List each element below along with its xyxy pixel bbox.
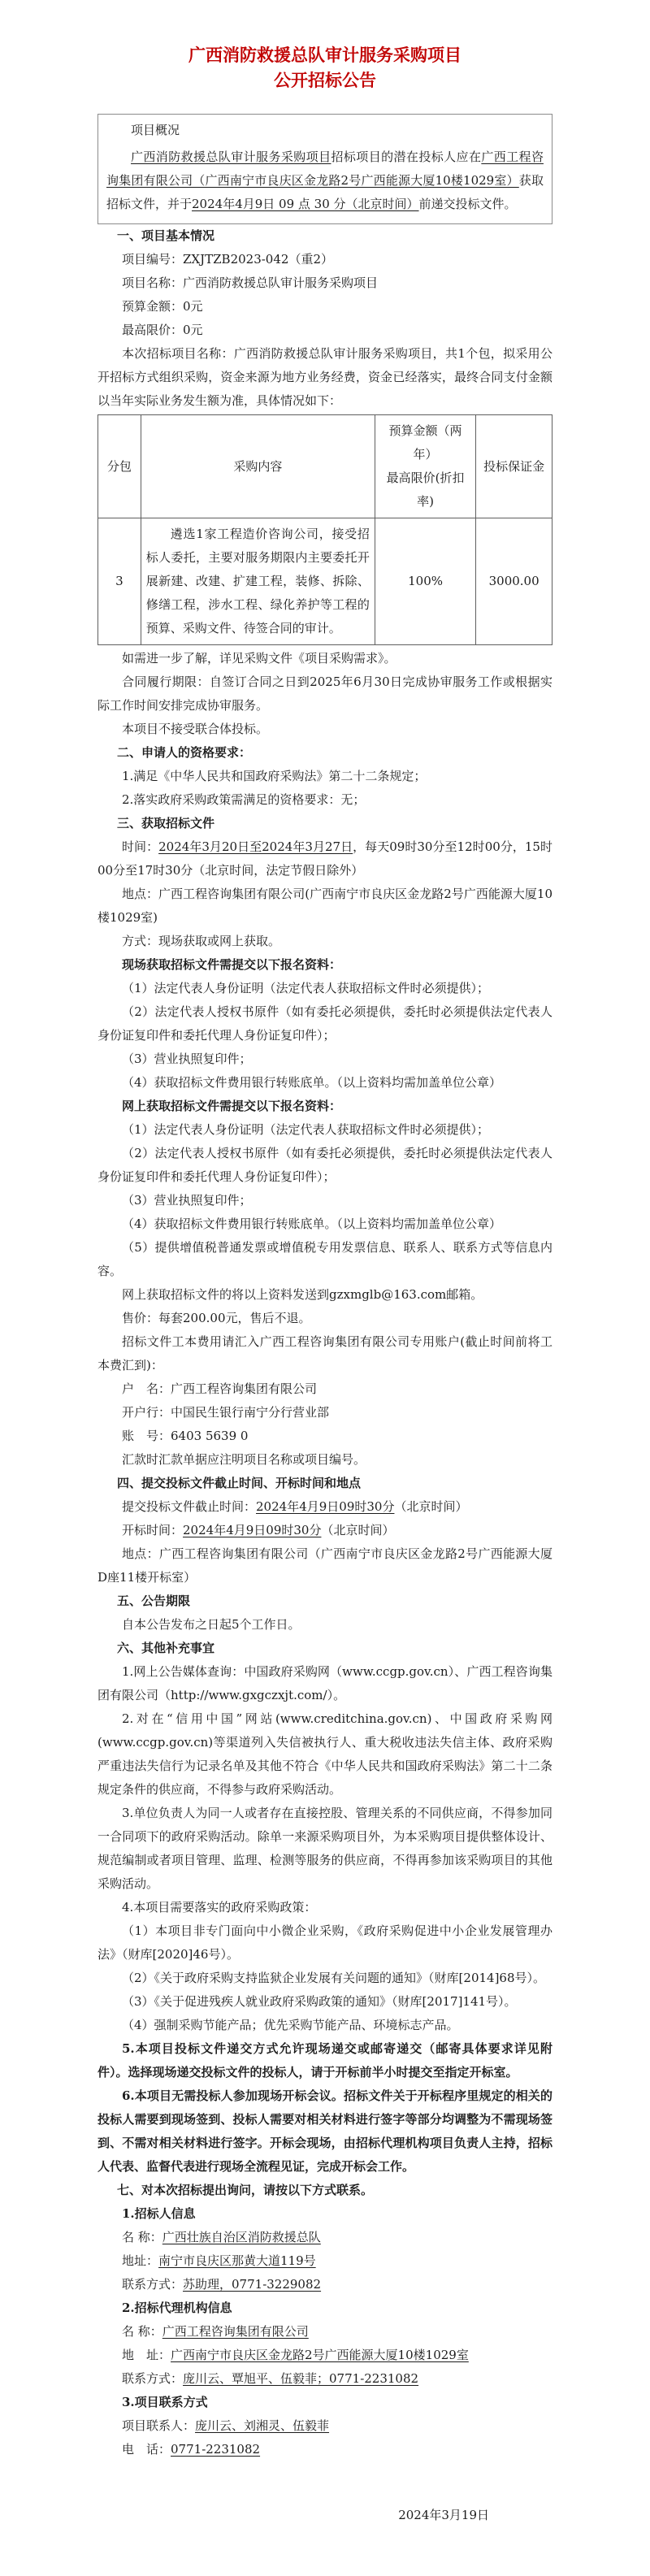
procurement-table bbox=[98, 414, 552, 645]
subsection-tenderer-heading: 1.招标人信息 bbox=[122, 2206, 196, 2221]
paragraph bbox=[98, 2367, 552, 2391]
text-run: 招标项目的潜在投标人应在 bbox=[331, 150, 482, 164]
paragraph bbox=[98, 2344, 552, 2367]
paragraph: 2.落实政府采购政策需满足的资格要求：无； bbox=[122, 792, 366, 807]
paragraph: 3.单位负责人为同一人或者存在直接控股、管理关系的不同供应商，不得参加同一合同项下的政府采购活动。除单一来源采购项目外，为本采购项目提供整体设计、规范编制或者项目管理、监理、检测等服务的供应商，不得再参加该采购项目的其他采购活动。 bbox=[98, 1806, 552, 1891]
paragraph: （3）营业执照复印件； bbox=[122, 1052, 252, 1066]
paragraph: （2）法定代表人授权书原件（如有委托必须提供，委托时必须提供法定代表人身份证复印件和委托代理人身份证复印件）； bbox=[98, 1146, 552, 1184]
agency-contact: 庞川云、覃旭平、伍毅菲；0771-2231082 bbox=[183, 2371, 419, 2386]
project-contact-names: 庞川云、刘湘灵、伍毅菲 bbox=[195, 2418, 330, 2433]
paragraph bbox=[98, 2249, 552, 2273]
paragraph: 网上获取招标文件的将以上资料发送到gzxmglb@163.com邮箱。 bbox=[122, 1287, 483, 1302]
text-run: 提交投标文件截止时间： bbox=[122, 1499, 257, 1514]
paragraph: 招标文件工本费用请汇入广西工程咨询集团有限公司专用账户(截止时间前将工本费汇到)： bbox=[98, 1334, 552, 1373]
table-header-budget-line1: 预算金额（两年） bbox=[388, 423, 462, 462]
text-run: 2024年4月9日 09 点 30 分（北京时间） bbox=[192, 197, 419, 211]
table-header-package: 分包 bbox=[98, 415, 141, 518]
text-run: 广西消防救援总队审计服务采购项目 bbox=[131, 150, 332, 164]
table-header-budget bbox=[375, 415, 475, 518]
paragraph: （3）《关于促进残疾人就业政府采购政策的通知》（财库[2017]141号）。 bbox=[122, 1994, 517, 2009]
tenderer-address: 南宁市良庆区那黄大道119号 bbox=[158, 2253, 316, 2268]
paragraph: （1）本项目非专门面向中小微企业采购，《政府采购促进中小企业发展管理办法》（财库[2020]46号）。 bbox=[98, 1923, 552, 1962]
text-run: 地址： bbox=[122, 2253, 159, 2268]
text-run: 电 话： bbox=[122, 2442, 171, 2457]
table-header-row bbox=[98, 415, 552, 518]
paragraph: 2.对在“信用中国”网站(www.creditchina.gov.cn)、中国政府采购网(www.ccgp.gov.cn)等渠道列入失信被执行人、重大税收违法失信主体、政府采购严重违法失信行为记录名单及其他不符合《中华人民共和国政府采购法》第二十二条规定条件的供应商，不得参与政府采购活动。 bbox=[98, 1711, 552, 1797]
paragraph: 1.满足《中华人民共和国政府采购法》第二十二条规定； bbox=[122, 769, 427, 783]
table-cell-rate: 100% bbox=[375, 518, 475, 645]
text-run: 联系方式： bbox=[122, 2371, 184, 2386]
paragraph bbox=[98, 1495, 552, 1519]
paragraph: 如需进一步了解，详见采购文件《项目采购需求》。 bbox=[122, 651, 396, 666]
agency-address: 广西南宁市良庆区金龙路2号广西能源大厦10楼1029室 bbox=[171, 2348, 469, 2362]
paragraph: 项目名称：广西消防救援总队审计服务采购项目 bbox=[122, 275, 379, 290]
text-run: 名 称： bbox=[122, 2230, 162, 2244]
paragraph: 预算金额：0元 bbox=[122, 299, 203, 314]
text-run: 前递交投标文件。 bbox=[418, 197, 517, 211]
paragraph: （2）《关于政府采购支持监狱企业发展有关问题的通知》（财库[2014]68号）。 bbox=[122, 1971, 546, 1985]
tenderer-name: 广西壮族自治区消防救援总队 bbox=[162, 2230, 321, 2244]
text-run: 2024年3月20日至2024年3月27日 bbox=[158, 839, 353, 854]
text-run: 2024年4月9日09时30分 bbox=[256, 1499, 395, 1514]
paragraph: 地点：广西工程咨询集团有限公司(广西南宁市良庆区金龙路2号广西能源大厦10楼1029室) bbox=[98, 887, 552, 925]
text-run: 地 址： bbox=[122, 2348, 171, 2362]
text-run: 联系方式： bbox=[122, 2277, 184, 2292]
paragraph: （3）营业执照复印件； bbox=[122, 1193, 252, 1208]
paragraph: 1.网上公告媒体查询：中国政府采购网（www.ccgp.gov.cn）、广西工程咨询集团有限公司（http://www.gxgczxjt.com/）。 bbox=[98, 1664, 552, 1702]
paragraph: 方式：现场获取或网上获取。 bbox=[122, 934, 281, 948]
page-title-line2: 公开招标公告 bbox=[274, 70, 376, 90]
section-6-heading: 六、其他补充事宜 bbox=[117, 1641, 215, 1655]
paragraph: （4）获取招标文件费用银行转账底单。（以上资料均需加盖单位公章） bbox=[122, 1075, 502, 1090]
text-run: 2024年4月9日09时30分 bbox=[183, 1523, 322, 1537]
paragraph: 最高限价：0元 bbox=[122, 323, 203, 337]
paragraph: （4）强制采购节能产品；优先采购节能产品、环境标志产品。 bbox=[122, 2018, 459, 2032]
paragraph bbox=[98, 2226, 552, 2249]
text-run: （北京时间） bbox=[394, 1499, 468, 1514]
paragraph: （5）提供增值税普通发票或增值税专用发票信息、联系人、联系方式等信息内容。 bbox=[98, 1240, 552, 1278]
paragraph: 本次招标项目名称：广西消防救援总队审计服务采购项目，共1个包，拟采用公开招标方式组织采购，资金来源为地方业务经费，资金已经落实，最终合同支付金额以当年实际业务发生额为准，具体情况如下： bbox=[98, 346, 552, 408]
paragraph: （4）获取招标文件费用银行转账底单。（以上资料均需加盖单位公章） bbox=[122, 1216, 502, 1231]
date-stamp: 2024年3月19日 bbox=[398, 2508, 489, 2522]
paragraph: 户 名：广西工程咨询集团有限公司 bbox=[122, 1381, 318, 1396]
section-2-heading: 二、申请人的资格要求： bbox=[117, 745, 252, 760]
section-1-heading: 一、项目基本情况 bbox=[117, 228, 215, 243]
paragraph: 4.本项目需要落实的政府采购政策： bbox=[122, 1900, 317, 1915]
paragraph: 自本公告发布之日起5个工作日。 bbox=[122, 1617, 301, 1632]
overview-heading: 项目概况 bbox=[131, 123, 180, 137]
paragraph: 汇款时汇款单据应注明项目名称或项目编号。 bbox=[122, 1452, 366, 1467]
text-run: 广西工程咨询集团有限公司（广西南宁市良庆区金龙路2号广西能源大厦10楼1029室） bbox=[106, 150, 544, 188]
paragraph bbox=[98, 1519, 552, 1542]
paragraph: 账 号：6403 5639 0 bbox=[122, 1429, 249, 1443]
section-4-heading: 四、提交投标文件截止时间、开标时间和地点 bbox=[117, 1476, 362, 1490]
table-header-budget-line2: 最高限价(折扣率) bbox=[386, 471, 465, 509]
text-run: 项目联系人： bbox=[122, 2418, 196, 2433]
paragraph bbox=[98, 2438, 552, 2461]
text-run: 开标时间： bbox=[122, 1523, 184, 1537]
subsection-project-contact-heading: 3.项目联系方式 bbox=[122, 2395, 208, 2409]
paragraph bbox=[98, 2414, 552, 2438]
paragraph bbox=[98, 2320, 552, 2344]
paragraph: 地点：广西工程咨询集团有限公司（广西南宁市良庆区金龙路2号广西能源大厦D座11楼开标室） bbox=[98, 1546, 552, 1585]
section-7-heading: 七、对本次招标提出询问，请按以下方式联系。 bbox=[117, 2183, 374, 2197]
subsection-agency-heading: 2.招标代理机构信息 bbox=[122, 2301, 232, 2315]
section-5-heading: 五、公告期限 bbox=[117, 1594, 191, 1608]
table-header-content: 采购内容 bbox=[141, 415, 375, 518]
paragraph: 项目编号：ZXJTZB2023-042（重2） bbox=[122, 252, 333, 267]
tenderer-contact: 苏助理，0771-3229082 bbox=[183, 2277, 322, 2292]
text-run: 名 称： bbox=[122, 2324, 162, 2339]
table-cell-package: 3 bbox=[98, 518, 141, 645]
paragraph: （2）法定代表人授权书原件（如有委托必须提供，委托时必须提供法定代表人身份证复印件和委托代理人身份证复印件）； bbox=[98, 1004, 552, 1043]
text-run: 时间： bbox=[122, 839, 159, 854]
table-row bbox=[98, 518, 552, 645]
text-run: 获取招标文件，并于 bbox=[106, 173, 544, 211]
overview-box bbox=[98, 114, 552, 224]
page-title-line1: 广西消防救援总队审计服务采购项目 bbox=[188, 45, 462, 65]
table-header-deposit: 投标保证金 bbox=[476, 415, 552, 518]
paragraph: 合同履行期限：自签订合同之日到2025年6月30日完成协审服务工作或根据实际工作时间安排完成协审服务。 bbox=[98, 674, 552, 713]
page-title bbox=[98, 42, 552, 93]
table-cell-content: 遴选1家工程造价咨询公司，接受招标人委托，主要对服务期限内主要委托开展新建、改建、扩建工程，装修、拆除、修缮工程，涉水工程、绿化养护等工程的预算、采购文件、待签合同的审计。 bbox=[141, 518, 375, 645]
paragraph-bold: 6.本项目无需投标人参加现场开标会议。招标文件关于开标程序里规定的相关的投标人需要到现场签到、投标人需要对相关材料进行签字等部分均调整为不需现场签到、不需对相关材料进行签字。开标会现场，由招标代理机构项目负责人主持，招标人代表、监督代表进行现场全流程见证，完成开标会工作。 bbox=[98, 2088, 552, 2174]
paragraph-bold: 网上获取招标文件需提交以下报名资料： bbox=[122, 1099, 342, 1113]
paragraph bbox=[98, 835, 552, 883]
overview-paragraph bbox=[106, 145, 544, 216]
project-contact-phone: 0771-2231082 bbox=[171, 2442, 261, 2457]
section-3-heading: 三、获取招标文件 bbox=[117, 816, 215, 830]
paragraph: 开户行：中国民生银行南宁分行营业部 bbox=[122, 1405, 330, 1420]
table-cell-deposit: 3000.00 bbox=[476, 518, 552, 645]
paragraph: （1）法定代表人身份证明（法定代表人获取招标文件时必须提供）； bbox=[122, 1122, 490, 1137]
paragraph: 售价：每套200.00元，售后不退。 bbox=[122, 1311, 311, 1325]
paragraph-bold: 5.本项目投标文件递交方式允许现场递交或邮寄递交（邮寄具体要求详见附件）。选择现场递交投标文件的投标人，请于开标前半小时提交至指定开标室。 bbox=[98, 2041, 552, 2079]
paragraph: （1）法定代表人身份证明（法定代表人获取招标文件时必须提供）； bbox=[122, 981, 490, 995]
text-run: ，每天09时30分至12时00分，15时00分至17时30分（北京时间，法定节假日除外） bbox=[98, 839, 552, 878]
paragraph-bold: 现场获取招标文件需提交以下报名资料： bbox=[122, 957, 342, 972]
text-run: （北京时间） bbox=[321, 1523, 395, 1537]
agency-name: 广西工程咨询集团有限公司 bbox=[162, 2324, 309, 2339]
paragraph: 本项目不接受联合体投标。 bbox=[122, 722, 269, 736]
paragraph bbox=[98, 2273, 552, 2296]
